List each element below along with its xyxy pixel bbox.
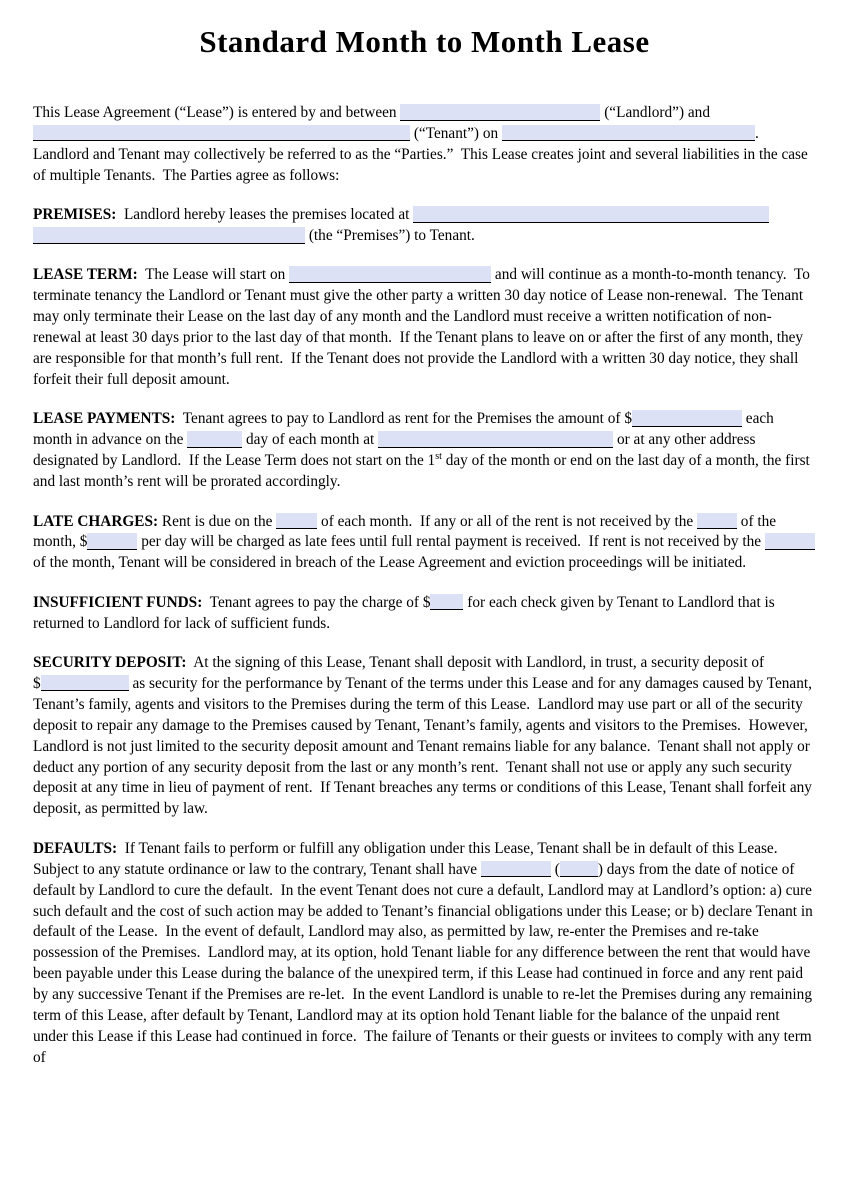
field-group	[33, 227, 305, 244]
rent-due-day-field[interactable]	[187, 431, 242, 448]
document-title: Standard Month to Month Lease	[199, 24, 650, 59]
lease-start-date-field[interactable]	[289, 266, 491, 283]
text-run: (“Tenant”) on	[410, 124, 502, 142]
text-run	[769, 206, 773, 223]
field-group	[187, 431, 242, 448]
field-suffix: )	[597, 860, 607, 878]
field-group	[378, 431, 613, 448]
breach-day-field[interactable]	[765, 533, 815, 550]
text-run: of the month,	[33, 512, 780, 551]
text-run: Rent is due on the	[158, 512, 277, 530]
field-group	[33, 675, 129, 692]
section-late-charges	[33, 512, 819, 575]
field-group	[481, 861, 551, 878]
text-run: Tenant agrees to pay to Landlord as rent for the Premises the amount of	[175, 410, 625, 428]
late-charges-heading: LATE CHARGES:	[33, 512, 159, 530]
text-run: (the “Premises”) to Tenant.	[305, 227, 475, 245]
text-run: or at any other address designated by Landlord. If the Lease Term does not start on the 1	[33, 431, 760, 470]
text-run: of the month, Tenant will be considered in breach of the Lease Agreement and eviction proceedings will be initiated.	[33, 533, 819, 572]
field-prefix: $	[624, 410, 632, 428]
agreement-date-field[interactable]	[502, 125, 755, 142]
text-run: At the signing of this Lease, Tenant shall deposit with Landlord, in trust, a security deposit of	[186, 654, 768, 672]
field-group	[289, 266, 491, 283]
field-prefix: $	[422, 593, 431, 611]
text-run: per day will be charged as late fees until full rental payment is received. If rent is not received by the	[137, 533, 765, 551]
text-run: and will continue as a month-to-month tenancy. To terminate tenancy the Landlord or Tenant must give the other party a written 30 day notice of Lease non-renewal. The Tenant may only terminate their Lease on the last day of any month and the Landlord must receive a written notification of non-renewal at least 30 days prior to the last day of that month. If the Tenant plans to leave on or after the first of any month, they are responsible for that month’s full rent. If the Tenant does not provide the Landlord with a written 30 day notice, they shall forfeit their full deposit amount.	[33, 266, 814, 388]
rent-amount-field[interactable]	[632, 410, 742, 427]
text-run: This Lease Agreement (“Lease”) is entered by and between	[33, 104, 401, 121]
text-run: (“Landlord”) and	[600, 104, 714, 121]
field-prefix: $	[79, 533, 88, 551]
cure-days-word-field[interactable]	[481, 861, 551, 878]
lease-term-heading: LEASE TERM:	[33, 266, 138, 284]
text-run: day of each month at	[242, 431, 379, 449]
late-grace-day-field[interactable]	[697, 513, 737, 530]
text-run: If Tenant fails to perform or fulfill any obligation under this Lease, Tenant shall be in default of this Lease. Subject to any statute ordinance or law to the contrary, Tenant shall have	[33, 839, 786, 878]
field-group	[624, 410, 742, 427]
section-defaults	[33, 839, 816, 1069]
tenant-name-field[interactable]	[33, 125, 410, 142]
landlord-name-field[interactable]	[400, 104, 600, 121]
text-run: as security for the performance by Tenant of the terms under this Lease and for any damages caused by Tenant, Tenant’s family, agents and visitors to the Premises during the term of this Lease. Landlord may use part or all of the security deposit to repair any damage to the Premises caused by Tenant, Tenant’s family, agents and visitors to the Premises. However, Landlord is not just limited to the security deposit amount and Tenant remains liable for any balance. Tenant shall not apply or deduct any portion of any security deposit from the last or any month’s rent. Tenant shall not use or apply any such security deposit at any time in lieu of payment of rent. If Tenant breaches any terms or conditions of this Lease, Tenant shall forfeit any deposit, as permitted by law.	[33, 674, 816, 818]
premises-address-field-2[interactable]	[33, 227, 305, 244]
field-group	[555, 861, 607, 878]
cure-days-number-field[interactable]	[560, 861, 598, 878]
security-deposit-amount-field[interactable]	[41, 675, 129, 692]
field-group	[413, 206, 769, 223]
payment-address-field[interactable]	[378, 431, 613, 448]
rent-due-day-field-2[interactable]	[276, 513, 317, 530]
text-run: each month in advance on the	[33, 410, 778, 449]
section-intro	[33, 103, 816, 187]
field-group	[80, 533, 138, 550]
late-fee-amount-field[interactable]	[87, 533, 137, 550]
text-run: of each month. If any or all of the rent is not received by the	[317, 512, 697, 530]
insufficient-funds-heading: INSUFFICIENT FUNDS:	[33, 593, 203, 611]
field-prefix: $	[33, 674, 41, 692]
text-run: The Lease will start on	[137, 266, 290, 284]
ordinal-superscript: st	[435, 451, 442, 463]
field-group	[697, 513, 737, 530]
section-lease-term	[33, 265, 816, 390]
premises-heading: PREMISES:	[33, 206, 117, 224]
section-lease-payments	[33, 409, 816, 493]
field-group	[276, 513, 317, 530]
field-group	[400, 104, 600, 121]
document-body	[33, 103, 819, 1069]
text-run: day of the month or end on the last day of a month, the first and last month’s rent will be prorated accordingly.	[33, 452, 814, 491]
defaults-heading: DEFAULTS:	[33, 839, 118, 857]
section-premises	[33, 205, 816, 247]
field-group	[765, 533, 815, 550]
text-run: Landlord hereby leases the premises located at	[116, 206, 414, 224]
section-insufficient-funds	[33, 593, 816, 635]
security-deposit-heading: SECURITY DEPOSIT:	[33, 654, 187, 672]
field-group	[423, 594, 464, 611]
field-group	[33, 125, 410, 142]
section-security-deposit	[33, 653, 816, 820]
text-run: for each check given by Tenant to Landlord that is returned to Landlord for lack of sufficient funds.	[33, 593, 779, 632]
nsf-fee-field[interactable]	[430, 594, 463, 611]
field-group	[502, 125, 755, 142]
text-run: . Landlord and Tenant may collectively be referred to as the “Parties.” This Lease creates joint and several liabilities in the case of multiple Tenants. The Parties agree as follows:	[33, 124, 812, 184]
field-prefix: (	[554, 860, 560, 878]
lease-payments-heading: LEASE PAYMENTS:	[33, 410, 176, 428]
premises-address-field-1[interactable]	[413, 206, 769, 223]
text-run: days from the date of notice of default by Landlord to cure the default. In the event Tenant does not cure a default, Landlord may at Landlord’s option: a) cure such default and the cost of such action may be added to Tenant’s financial obligations under this Lease; or b) declare Tenant in default of the Lease. In the event of default, Landlord may also, as permitted by law, re-enter the Premises and re-take possession of the Premises. Landlord may, at its option, hold Tenant liable for any difference between the rent that would have been payable under this Lease during the balance of the unexpired term, if this Lease had continued in force and any rent paid by any successive Tenant if the Premises are re-let. In the event Landlord is unable to re-let the Premises during any remaining term of this Lease, after default by Tenant, Landlord may at its option hold Tenant liable for the balance of the unpaid rent under this Lease if this Lease had continued in force. The failure of Tenants or their guests or invitees to comply with any term of	[33, 860, 817, 1066]
text-run: Tenant agrees to pay the charge of	[202, 593, 423, 611]
